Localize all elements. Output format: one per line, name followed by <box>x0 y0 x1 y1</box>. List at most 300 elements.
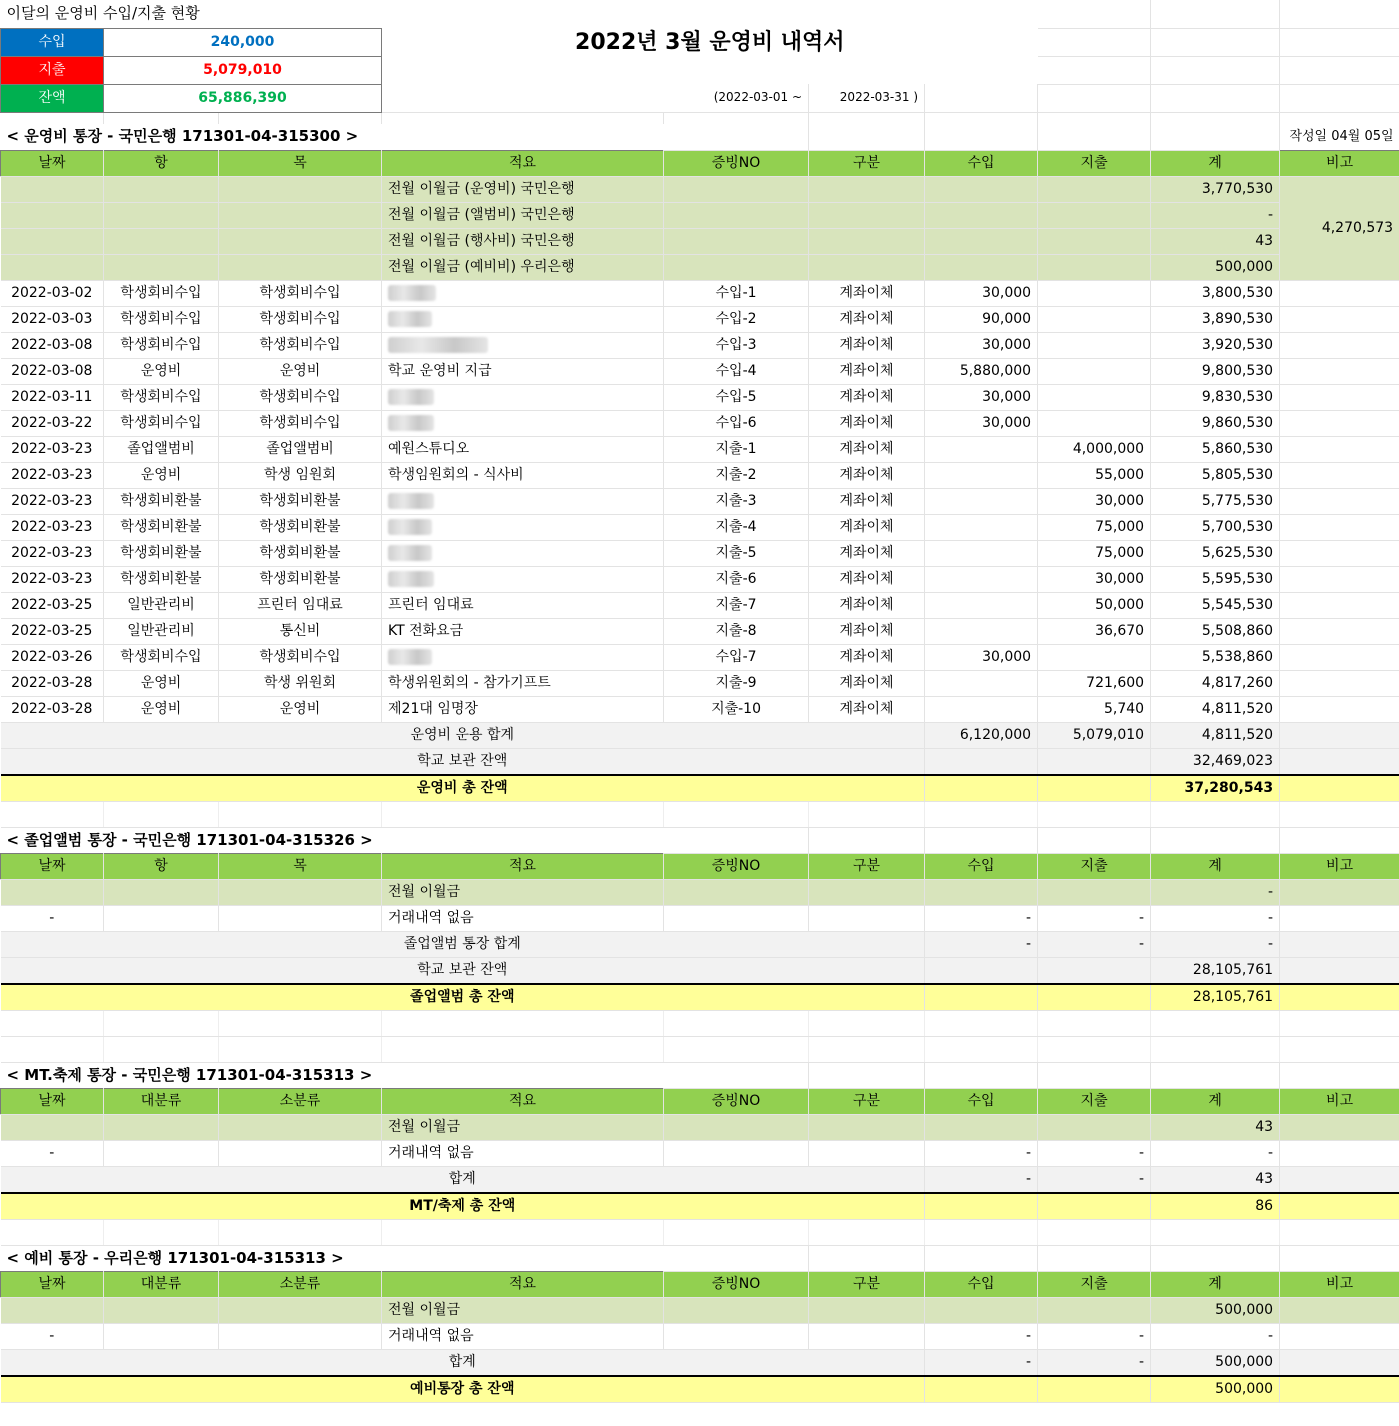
description-cell[interactable]: 예원스튜디오 <box>382 436 664 462</box>
carry-note[interactable]: 4,270,573 <box>1280 176 1399 280</box>
column-header[interactable]: 비고 <box>1280 1088 1399 1114</box>
income-cell[interactable] <box>925 488 1038 514</box>
receipt-no-cell[interactable]: 수입-1 <box>664 280 809 306</box>
note-cell[interactable] <box>1280 514 1399 540</box>
receipt-no-cell[interactable]: 지출-1 <box>664 436 809 462</box>
description-cell[interactable]: 학생임원회의 - 식사비 <box>382 462 664 488</box>
note-cell[interactable] <box>1280 670 1399 696</box>
expense-cell[interactable]: - <box>1038 905 1151 931</box>
category-cell[interactable]: 운영비 <box>104 358 219 384</box>
subcategory-cell[interactable]: 학생회비수입 <box>219 280 382 306</box>
cell[interactable] <box>1280 1297 1399 1323</box>
cell[interactable] <box>1 1114 104 1140</box>
carry-desc[interactable]: 전월 이월금 (운영비) 국민은행 <box>382 176 664 202</box>
type-cell[interactable]: 계좌이체 <box>809 592 925 618</box>
cell[interactable] <box>104 112 219 124</box>
receipt-no-cell[interactable]: 지출-10 <box>664 696 809 722</box>
description-cell[interactable] <box>382 644 664 670</box>
column-header[interactable]: 적요 <box>382 1271 664 1297</box>
cell[interactable] <box>104 801 219 827</box>
type-cell[interactable]: 계좌이체 <box>809 332 925 358</box>
type-cell[interactable]: 계좌이체 <box>809 358 925 384</box>
description-cell[interactable] <box>382 384 664 410</box>
sum-expense[interactable]: - <box>1038 1349 1151 1376</box>
cell[interactable] <box>664 254 809 280</box>
subcategory-cell[interactable]: 학생 임원회 <box>219 462 382 488</box>
carry-total[interactable]: 500,000 <box>1151 1297 1280 1323</box>
total-cell[interactable]: 4,817,260 <box>1151 670 1280 696</box>
cell[interactable] <box>1 1219 104 1245</box>
cell[interactable] <box>104 905 219 931</box>
category-cell[interactable]: 학생회비수입 <box>104 280 219 306</box>
total-cell[interactable]: - <box>1151 1140 1280 1166</box>
cell[interactable] <box>1038 827 1151 853</box>
cell[interactable] <box>809 801 925 827</box>
total-cell[interactable]: 9,860,530 <box>1151 410 1280 436</box>
expense-cell[interactable]: 75,000 <box>1038 514 1151 540</box>
column-header[interactable]: 비고 <box>1280 150 1399 176</box>
sum-expense[interactable]: - <box>1038 931 1151 957</box>
cell[interactable] <box>1038 202 1151 228</box>
total-cell[interactable]: 3,890,530 <box>1151 306 1280 332</box>
cell[interactable] <box>219 1140 382 1166</box>
income-cell[interactable]: - <box>925 905 1038 931</box>
expense-cell[interactable]: 5,740 <box>1038 696 1151 722</box>
cell[interactable] <box>1038 112 1151 124</box>
cell[interactable] <box>1038 1062 1151 1088</box>
cell[interactable] <box>1280 1245 1399 1271</box>
cell[interactable] <box>1038 84 1151 112</box>
cell[interactable] <box>664 1323 809 1349</box>
column-header[interactable]: 수입 <box>925 1271 1038 1297</box>
report-title[interactable]: 2022년 3월 운영비 내역서 <box>575 29 845 55</box>
column-header[interactable]: 수입 <box>925 1088 1038 1114</box>
cell[interactable] <box>664 827 809 853</box>
subcategory-cell[interactable]: 운영비 <box>219 696 382 722</box>
date-cell[interactable]: 2022-03-08 <box>1 358 104 384</box>
carry-desc[interactable]: 전월 이월금 <box>382 1114 664 1140</box>
sum-total[interactable]: - <box>1151 931 1280 957</box>
income-value[interactable]: 240,000 <box>104 28 382 56</box>
column-header[interactable]: 비고 <box>1280 853 1399 879</box>
receipt-no-cell[interactable]: 지출-2 <box>664 462 809 488</box>
description-cell[interactable]: 학생위원회의 - 참가기프트 <box>382 670 664 696</box>
cell[interactable] <box>1280 1166 1399 1193</box>
total-cell[interactable]: - <box>1151 1323 1280 1349</box>
carry-desc[interactable]: 전월 이월금 (행사비) 국민은행 <box>382 228 664 254</box>
total-cell[interactable]: 3,800,530 <box>1151 280 1280 306</box>
grand-label[interactable]: 운영비 총 잔액 <box>1 775 925 802</box>
carry-desc[interactable]: 전월 이월금 <box>382 879 664 905</box>
expense-cell[interactable]: 36,670 <box>1038 618 1151 644</box>
cell[interactable] <box>1038 1036 1151 1062</box>
sum-label[interactable]: 운영비 운용 합계 <box>1 722 925 748</box>
cell[interactable] <box>925 1062 1038 1088</box>
grand-label[interactable]: MT/축제 총 잔액 <box>1 1193 925 1220</box>
category-cell[interactable]: 학생회비수입 <box>104 306 219 332</box>
note-cell[interactable] <box>1280 384 1399 410</box>
cell[interactable] <box>1038 1376 1151 1403</box>
cell[interactable] <box>1280 112 1399 124</box>
column-header[interactable]: 증빙NO <box>664 150 809 176</box>
sum-total[interactable]: 43 <box>1151 1166 1280 1193</box>
cell[interactable] <box>809 1245 925 1271</box>
cell[interactable] <box>104 1219 219 1245</box>
cell[interactable] <box>1038 801 1151 827</box>
total-cell[interactable]: 3,920,530 <box>1151 332 1280 358</box>
cell[interactable] <box>219 879 382 905</box>
column-header[interactable]: 적요 <box>382 150 664 176</box>
date-cell[interactable]: 2022-03-22 <box>1 410 104 436</box>
school-label[interactable]: 학교 보관 잔액 <box>1 748 925 775</box>
column-header[interactable]: 구분 <box>809 853 925 879</box>
expense-cell[interactable]: 721,600 <box>1038 670 1151 696</box>
column-header[interactable]: 증빙NO <box>664 1271 809 1297</box>
category-cell[interactable]: 학생회비수입 <box>104 410 219 436</box>
column-header[interactable]: 항 <box>104 150 219 176</box>
category-cell[interactable]: 졸업앨범비 <box>104 436 219 462</box>
column-header[interactable]: 대분류 <box>104 1271 219 1297</box>
column-header[interactable]: 날짜 <box>1 853 104 879</box>
column-header[interactable]: 구분 <box>809 150 925 176</box>
subcategory-cell[interactable]: 학생회비환불 <box>219 566 382 592</box>
type-cell[interactable]: 계좌이체 <box>809 514 925 540</box>
category-cell[interactable]: 운영비 <box>104 696 219 722</box>
note-cell[interactable] <box>1280 644 1399 670</box>
carry-total[interactable]: 43 <box>1151 228 1280 254</box>
cell[interactable] <box>925 1193 1038 1220</box>
total-cell[interactable]: 5,595,530 <box>1151 566 1280 592</box>
cell[interactable] <box>925 202 1038 228</box>
column-header[interactable]: 수입 <box>925 853 1038 879</box>
column-header[interactable]: 대분류 <box>104 1088 219 1114</box>
cell[interactable] <box>1280 1140 1399 1166</box>
subcategory-cell[interactable]: 학생회비환불 <box>219 514 382 540</box>
expense-cell[interactable] <box>1038 644 1151 670</box>
cell[interactable] <box>1151 1219 1280 1245</box>
sum-income[interactable]: - <box>925 1166 1038 1193</box>
cell[interactable] <box>664 1062 809 1088</box>
total-cell[interactable]: 5,625,530 <box>1151 540 1280 566</box>
cell[interactable] <box>1280 984 1399 1011</box>
cell[interactable] <box>1151 1245 1280 1271</box>
date-cell[interactable]: 2022-03-23 <box>1 514 104 540</box>
type-cell[interactable]: 계좌이체 <box>809 696 925 722</box>
cell[interactable] <box>1038 176 1151 202</box>
income-cell[interactable]: 30,000 <box>925 410 1038 436</box>
sum-label[interactable]: 합계 <box>1 1166 925 1193</box>
expense-cell[interactable] <box>1038 280 1151 306</box>
section-title[interactable]: < 졸업앨범 통장 - 국민은행 171301-04-315326 > <box>6 830 373 849</box>
cell[interactable] <box>809 1140 925 1166</box>
type-cell[interactable]: 계좌이체 <box>809 384 925 410</box>
cell[interactable] <box>925 879 1038 905</box>
cell[interactable] <box>1151 1036 1280 1062</box>
description-cell[interactable]: 학교 운영비 지급 <box>382 358 664 384</box>
cell[interactable] <box>925 124 1038 150</box>
cell[interactable] <box>104 879 219 905</box>
grand-total[interactable]: 28,105,761 <box>1151 984 1280 1011</box>
type-cell[interactable]: 계좌이체 <box>809 410 925 436</box>
cell[interactable] <box>809 1219 925 1245</box>
cell[interactable] <box>1280 1323 1399 1349</box>
period-start[interactable]: (2022-03-01 ~ <box>382 84 809 112</box>
cell[interactable] <box>1038 1010 1151 1036</box>
cell[interactable] <box>1 1036 104 1062</box>
cell[interactable] <box>1280 0 1399 28</box>
column-header[interactable]: 증빙NO <box>664 853 809 879</box>
cell[interactable] <box>382 1036 664 1062</box>
note-cell[interactable] <box>1280 358 1399 384</box>
cell[interactable] <box>1038 748 1151 775</box>
category-cell[interactable]: 일반관리비 <box>104 592 219 618</box>
note-cell[interactable] <box>1280 618 1399 644</box>
cell[interactable] <box>1151 112 1280 124</box>
cell[interactable] <box>1038 879 1151 905</box>
cell[interactable] <box>219 1114 382 1140</box>
cell[interactable] <box>809 1323 925 1349</box>
cell[interactable] <box>104 1010 219 1036</box>
receipt-no-cell[interactable]: 수입-6 <box>664 410 809 436</box>
column-header[interactable]: 비고 <box>1280 1271 1399 1297</box>
receipt-no-cell[interactable]: 수입-2 <box>664 306 809 332</box>
cell[interactable] <box>809 879 925 905</box>
date-cell[interactable]: 2022-03-23 <box>1 462 104 488</box>
cell[interactable] <box>925 1376 1038 1403</box>
description-cell[interactable] <box>382 332 664 358</box>
expense-cell[interactable] <box>1038 384 1151 410</box>
cell[interactable] <box>809 228 925 254</box>
sum-income[interactable]: 6,120,000 <box>925 722 1038 748</box>
cell[interactable] <box>219 1297 382 1323</box>
date-cell[interactable]: 2022-03-02 <box>1 280 104 306</box>
type-cell[interactable]: 계좌이체 <box>809 488 925 514</box>
cell[interactable] <box>104 176 219 202</box>
cell[interactable] <box>1151 84 1280 112</box>
column-header[interactable]: 구분 <box>809 1271 925 1297</box>
cell[interactable] <box>664 1010 809 1036</box>
cell[interactable] <box>809 176 925 202</box>
total-cell[interactable]: 5,805,530 <box>1151 462 1280 488</box>
column-header[interactable]: 계 <box>1151 1271 1280 1297</box>
cell[interactable] <box>809 1114 925 1140</box>
category-cell[interactable]: 학생회비수입 <box>104 644 219 670</box>
sum-expense[interactable]: 5,079,010 <box>1038 722 1151 748</box>
section-title[interactable]: < MT.축제 통장 - 국민은행 171301-04-315313 > <box>6 1065 373 1084</box>
carry-total[interactable]: 3,770,530 <box>1151 176 1280 202</box>
date-cell[interactable]: - <box>1 1140 104 1166</box>
cell[interactable] <box>1038 1193 1151 1220</box>
cell[interactable] <box>809 124 925 150</box>
cell[interactable] <box>219 176 382 202</box>
cell[interactable] <box>664 801 809 827</box>
description-cell[interactable] <box>382 488 664 514</box>
income-cell[interactable]: 5,880,000 <box>925 358 1038 384</box>
income-cell[interactable]: 30,000 <box>925 384 1038 410</box>
subcategory-cell[interactable]: 통신비 <box>219 618 382 644</box>
receipt-no-cell[interactable]: 지출-7 <box>664 592 809 618</box>
column-header[interactable]: 날짜 <box>1 150 104 176</box>
cell[interactable] <box>1038 957 1151 984</box>
cell[interactable] <box>664 1114 809 1140</box>
category-cell[interactable]: 학생회비환불 <box>104 514 219 540</box>
cell[interactable] <box>1151 56 1280 84</box>
note-cell[interactable] <box>1280 436 1399 462</box>
total-cell[interactable]: 5,545,530 <box>1151 592 1280 618</box>
cell[interactable] <box>219 905 382 931</box>
type-cell[interactable]: 계좌이체 <box>809 618 925 644</box>
cell[interactable] <box>104 228 219 254</box>
cell[interactable] <box>219 1010 382 1036</box>
period-end[interactable]: 2022-03-31 ) <box>809 84 925 112</box>
cell[interactable] <box>219 254 382 280</box>
description-cell[interactable]: 프린터 임대료 <box>382 592 664 618</box>
category-cell[interactable]: 운영비 <box>104 462 219 488</box>
cell[interactable] <box>809 1297 925 1323</box>
income-cell[interactable] <box>925 436 1038 462</box>
cell[interactable] <box>104 1297 219 1323</box>
cell[interactable] <box>664 1036 809 1062</box>
cell[interactable] <box>1280 1376 1399 1403</box>
expense-cell[interactable] <box>1038 358 1151 384</box>
date-cell[interactable]: - <box>1 1323 104 1349</box>
note-cell[interactable] <box>1280 696 1399 722</box>
cell[interactable] <box>219 1323 382 1349</box>
cell[interactable] <box>1280 1349 1399 1376</box>
cell[interactable] <box>1151 28 1280 56</box>
cell[interactable] <box>1280 1010 1399 1036</box>
cell[interactable] <box>925 1219 1038 1245</box>
school-total[interactable]: 28,105,761 <box>1151 957 1280 984</box>
note-cell[interactable] <box>1280 306 1399 332</box>
cell[interactable] <box>1 112 104 124</box>
cell[interactable] <box>664 1140 809 1166</box>
cell[interactable] <box>1280 1193 1399 1220</box>
cell[interactable] <box>809 1010 925 1036</box>
sum-expense[interactable]: - <box>1038 1166 1151 1193</box>
cell[interactable] <box>1280 28 1399 56</box>
description-cell[interactable] <box>382 410 664 436</box>
cell[interactable] <box>1038 228 1151 254</box>
column-header[interactable]: 계 <box>1151 1088 1280 1114</box>
cell[interactable] <box>809 1062 925 1088</box>
grand-total[interactable]: 500,000 <box>1151 1376 1280 1403</box>
cell[interactable] <box>219 1219 382 1245</box>
subcategory-cell[interactable]: 학생회비수입 <box>219 644 382 670</box>
expense-cell[interactable]: 75,000 <box>1038 540 1151 566</box>
cell[interactable] <box>1 176 104 202</box>
cell[interactable] <box>664 124 809 150</box>
column-header[interactable]: 목 <box>219 853 382 879</box>
school-label[interactable]: 학교 보관 잔액 <box>1 957 925 984</box>
receipt-no-cell[interactable]: 지출-4 <box>664 514 809 540</box>
date-cell[interactable]: - <box>1 905 104 931</box>
cell[interactable] <box>925 228 1038 254</box>
date-cell[interactable]: 2022-03-23 <box>1 540 104 566</box>
income-cell[interactable] <box>925 696 1038 722</box>
carry-total[interactable]: - <box>1151 879 1280 905</box>
column-header[interactable]: 적요 <box>382 853 664 879</box>
category-cell[interactable]: 학생회비수입 <box>104 332 219 358</box>
description-cell[interactable]: 거래내역 없음 <box>382 1140 664 1166</box>
category-cell[interactable]: 학생회비환불 <box>104 566 219 592</box>
note-cell[interactable] <box>1280 410 1399 436</box>
carry-desc[interactable]: 전월 이월금 <box>382 1297 664 1323</box>
grand-label[interactable]: 예비통장 총 잔액 <box>1 1376 925 1403</box>
type-cell[interactable]: 계좌이체 <box>809 436 925 462</box>
cell[interactable] <box>1280 84 1399 112</box>
description-cell[interactable] <box>382 306 664 332</box>
cell[interactable] <box>1151 0 1280 28</box>
cell[interactable] <box>1038 984 1151 1011</box>
cell[interactable] <box>925 112 1038 124</box>
cell[interactable] <box>104 202 219 228</box>
date-cell[interactable]: 2022-03-25 <box>1 618 104 644</box>
expense-cell[interactable]: 30,000 <box>1038 488 1151 514</box>
cell[interactable] <box>664 1245 809 1271</box>
column-header[interactable]: 적요 <box>382 1088 664 1114</box>
section-title[interactable]: < 운영비 통장 - 국민은행 171301-04-315300 > <box>6 127 359 146</box>
cell[interactable] <box>1280 1036 1399 1062</box>
cell[interactable] <box>1038 0 1151 28</box>
column-header[interactable]: 날짜 <box>1 1088 104 1114</box>
carry-total[interactable]: 43 <box>1151 1114 1280 1140</box>
cell[interactable] <box>1038 1297 1151 1323</box>
cell[interactable] <box>1 228 104 254</box>
cell[interactable] <box>1280 801 1399 827</box>
category-cell[interactable]: 학생회비환불 <box>104 540 219 566</box>
receipt-no-cell[interactable]: 수입-4 <box>664 358 809 384</box>
category-cell[interactable]: 학생회비수입 <box>104 384 219 410</box>
date-cell[interactable]: 2022-03-23 <box>1 488 104 514</box>
cell[interactable] <box>1280 56 1399 84</box>
cell[interactable] <box>809 254 925 280</box>
note-cell[interactable] <box>1280 592 1399 618</box>
cell[interactable] <box>382 801 664 827</box>
balance-value[interactable]: 65,886,390 <box>104 84 382 112</box>
receipt-no-cell[interactable]: 수입-5 <box>664 384 809 410</box>
note-cell[interactable] <box>1280 462 1399 488</box>
cell[interactable] <box>664 905 809 931</box>
note-cell[interactable] <box>1280 540 1399 566</box>
cell[interactable] <box>925 957 1038 984</box>
column-header[interactable]: 목 <box>219 150 382 176</box>
income-cell[interactable] <box>925 540 1038 566</box>
cell[interactable] <box>1151 124 1280 150</box>
column-header[interactable]: 계 <box>1151 853 1280 879</box>
cell[interactable] <box>809 1036 925 1062</box>
cell[interactable] <box>925 827 1038 853</box>
cell[interactable] <box>664 1297 809 1323</box>
cell[interactable] <box>1038 775 1151 802</box>
total-cell[interactable]: 5,538,860 <box>1151 644 1280 670</box>
income-cell[interactable]: 30,000 <box>925 280 1038 306</box>
column-header[interactable]: 구분 <box>809 1088 925 1114</box>
category-cell[interactable]: 학생회비환불 <box>104 488 219 514</box>
cell[interactable] <box>1038 254 1151 280</box>
subcategory-cell[interactable]: 졸업앨범비 <box>219 436 382 462</box>
cell[interactable] <box>664 176 809 202</box>
cell[interactable] <box>382 1010 664 1036</box>
income-cell[interactable] <box>925 462 1038 488</box>
date-cell[interactable]: 2022-03-25 <box>1 592 104 618</box>
column-header[interactable]: 항 <box>104 853 219 879</box>
written-date[interactable]: 작성일 04월 05일 <box>1289 129 1394 145</box>
cell[interactable] <box>1151 801 1280 827</box>
type-cell[interactable]: 계좌이체 <box>809 462 925 488</box>
cell[interactable] <box>219 202 382 228</box>
income-cell[interactable] <box>925 670 1038 696</box>
